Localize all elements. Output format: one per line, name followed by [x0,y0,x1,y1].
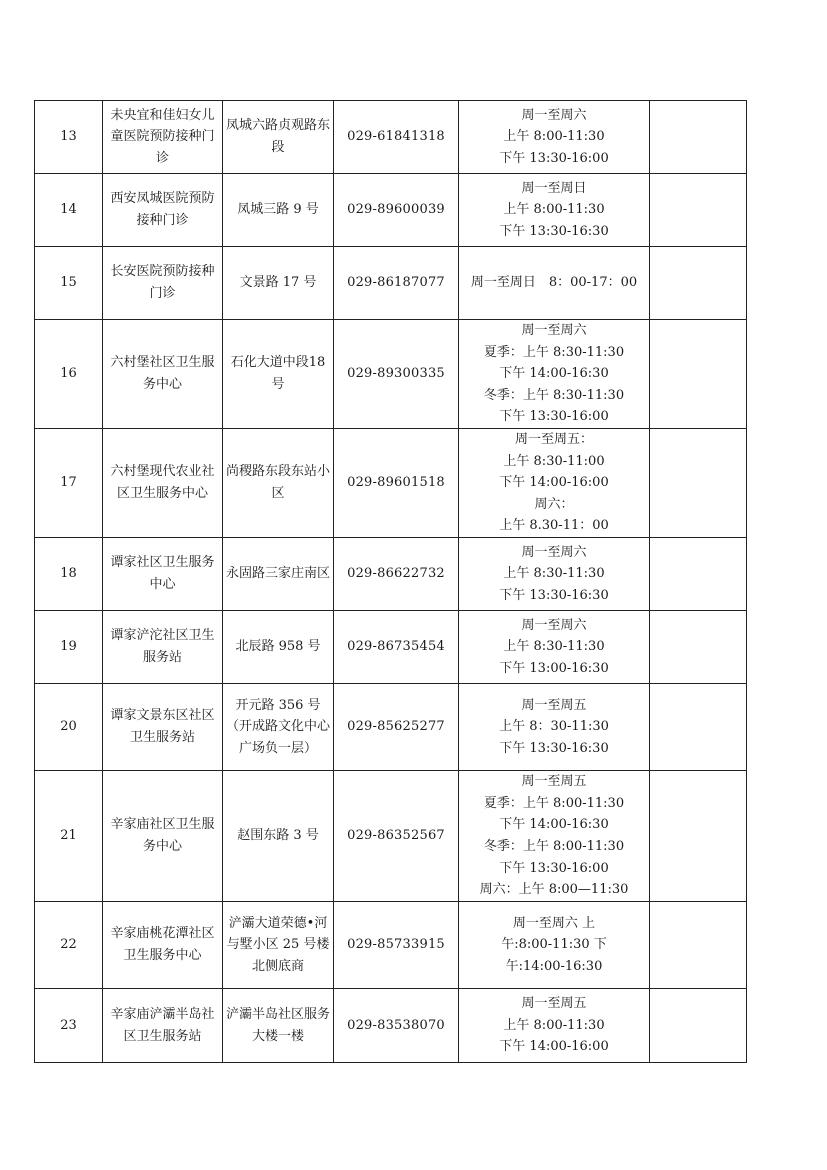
table-row [35,247,747,320]
hours-line: 周一至周六 [521,617,587,633]
clinic-name-cell [103,902,223,989]
address-cell [223,902,334,989]
hours-line: 冬季：上午 8:00-11:30 [483,839,625,854]
hours-line: 周一至周五： [514,432,593,448]
clinic-name-cell [103,429,223,538]
hours-line: 下午 13:00-16:30 [499,660,609,676]
hours-cell [459,611,650,684]
phone-cell [334,247,459,320]
address-cell [223,429,334,538]
hours-line: 周一至周五 [521,996,587,1012]
clinic-name-cell [103,989,223,1063]
address-cell [223,538,334,611]
hours-line: 周一至周五 [521,697,587,713]
note-cell [650,989,747,1063]
address-cell [223,320,334,429]
clinic-name: 谭家社区卫生服务中心 [110,555,215,592]
hours-line: 下午 13:30-16:00 [499,860,609,876]
note-cell [650,174,747,247]
note-cell [650,771,747,902]
hours-line: 上午 8.30-11：00 [499,518,609,534]
clinic-phone: 029-86352567 [347,828,445,844]
row-number: 23 [60,1017,77,1033]
hours-line: 上午 8:30-11:30 [503,566,605,582]
table-row [35,771,747,902]
row-number-cell [35,174,103,247]
hours-line: 周一至周五 [521,774,587,790]
clinic-name: 西安凤城医院预防接种门诊 [110,191,215,228]
row-number: 19 [60,639,77,655]
clinic-name: 谭家浐沱社区卫生服务站 [110,628,215,665]
note-cell [650,902,747,989]
clinic-address: 永固路三家庄南区 [226,566,331,582]
phone-cell [334,101,459,174]
phone-cell [334,684,459,771]
note-cell [650,429,747,538]
hours-cell [459,320,650,429]
row-number: 18 [60,566,77,582]
hours-line: 下午 13:30-16:30 [499,587,609,603]
phone-cell [334,902,459,989]
clinic-name-cell [103,771,223,902]
phone-cell [334,611,459,684]
hours-cell [459,174,650,247]
hours-line: 下午 14:00-16:00 [499,1039,609,1055]
clinic-name: 未央宜和佳妇女儿童医院预防接种门诊 [110,107,215,166]
table-row [35,684,747,771]
table-row [35,174,747,247]
row-number: 22 [60,937,77,953]
clinic-phone: 029-89600039 [347,202,445,218]
clinic-name-cell [103,320,223,429]
hours-line: 周一至周六 [521,323,587,339]
note-cell [650,320,747,429]
clinic-phone: 029-86187077 [347,275,445,291]
hours-line: 下午 14:00-16:30 [499,817,609,833]
row-number-cell [35,320,103,429]
clinic-name-cell [103,101,223,174]
hours-line: 上午 8:00-11:30 [503,1017,605,1033]
table-row [35,101,747,174]
clinic-name: 六村堡现代农业社区卫生服务中心 [110,464,215,501]
clinic-phone: 029-89601518 [347,475,445,491]
note-cell [650,101,747,174]
clinic-address: 凤城六路贞观路东段 [226,118,331,155]
row-number: 20 [60,719,77,735]
row-number: 14 [60,202,77,218]
clinic-address: 北辰路 958 号 [235,639,321,655]
phone-cell [334,771,459,902]
address-cell [223,611,334,684]
table-row [35,320,747,429]
hours-line: 上午 8:00-11:30 [503,202,605,218]
hours-line: 午:8:00-11:30 下 [501,937,607,953]
clinic-phone: 029-85733915 [347,937,445,953]
clinic-name-cell [103,611,223,684]
phone-cell [334,174,459,247]
phone-cell [334,320,459,429]
clinic-phone: 029-89300335 [347,366,445,382]
clinic-address: 开元路 356 号（开成路文化中心广场负一层） [226,697,331,756]
row-number-cell [35,101,103,174]
hours-line: 下午 14:00-16:30 [499,366,609,382]
clinic-name-cell [103,538,223,611]
table-row [35,429,747,538]
clinic-name: 六村堡社区卫生服务中心 [110,355,215,392]
row-number-cell [35,247,103,320]
clinic-address: 浐灞半岛社区服务大楼一楼 [226,1006,331,1044]
clinic-name: 辛家庙浐灞半岛社区卫生服务站 [110,1006,215,1044]
table-row [35,538,747,611]
table-row [35,989,747,1063]
row-number-cell [35,771,103,902]
hours-line: 下午 13:30-16:30 [499,740,609,756]
hours-cell [459,902,650,989]
hours-line: 午:14:00-16:30 [505,958,603,974]
address-cell [223,684,334,771]
phone-cell [334,429,459,538]
clinic-name: 谭家文景东区社区卫生服务站 [110,708,215,745]
note-cell [650,538,747,611]
row-number-cell [35,684,103,771]
row-number: 15 [60,275,77,291]
hours-cell [459,989,650,1063]
row-number-cell [35,902,103,989]
hours-cell [459,247,650,320]
hours-cell [459,101,650,174]
row-number: 16 [60,366,77,382]
address-cell [223,989,334,1063]
row-number-cell [35,611,103,684]
address-cell [223,247,334,320]
table-body [35,101,747,1063]
clinic-address: 赵围东路 3 号 [237,828,319,844]
address-cell [223,101,334,174]
table-row [35,902,747,989]
hours-line: 周六： [534,496,574,512]
clinic-name: 辛家庙社区卫生服务中心 [110,817,215,854]
phone-cell [334,538,459,611]
table-row [35,611,747,684]
hours-line: 下午 13:30-16:30 [499,223,609,239]
row-number-cell [35,989,103,1063]
clinic-address: 文景路 17 号 [239,275,317,291]
hours-line: 周一至周日 [521,180,587,196]
hours-line: 下午 14:00-16:00 [499,475,609,491]
row-number: 13 [60,129,77,145]
hours-line: 下午 13:30-16:00 [499,150,609,166]
clinic-name: 长安医院预防接种门诊 [110,264,215,301]
row-number-cell [35,538,103,611]
hours-line: 周一至周六 上 [512,915,596,931]
clinic-name-cell [103,247,223,320]
clinic-phone: 029-85625277 [347,719,445,735]
hours-line: 周一至周日 8：00-17：00 [470,275,638,291]
hours-line: 下午 13:30-16:00 [499,409,609,425]
clinic-phone: 029-86622732 [347,566,445,582]
clinic-address: 石化大道中段18 号 [230,355,326,392]
address-cell [223,174,334,247]
hours-cell [459,771,650,902]
hours-cell [459,684,650,771]
hours-line: 冬季：上午 8:30-11:30 [483,387,625,403]
row-number-cell [35,429,103,538]
note-cell [650,684,747,771]
phone-cell [334,989,459,1063]
row-number: 21 [60,828,77,844]
hours-line: 上午 8:30-11:00 [503,453,605,469]
hours-line: 周一至周六 [521,107,587,123]
clinic-address: 浐灞大道荣德•河与墅小区 25 号楼北侧底商 [226,915,330,974]
hours-cell [459,538,650,611]
hours-line: 上午 8:00-11:30 [503,129,605,145]
hours-line: 夏季：上午 8:30-11:30 [483,344,625,360]
hours-line: 上午 8:30-11:30 [503,639,605,655]
note-cell [650,247,747,320]
clinic-phone: 029-83538070 [347,1017,445,1033]
hours-cell [459,429,650,538]
note-cell [650,611,747,684]
hours-line: 夏季：上午 8:00-11:30 [483,795,625,811]
clinic-name-cell [103,684,223,771]
hours-line: 周一至周六 [521,544,587,560]
hours-line: 周六：上午 8:00—11:30 [479,882,629,898]
row-number: 17 [60,475,77,491]
clinic-name-cell [103,174,223,247]
address-cell [223,771,334,902]
vaccination-clinic-table [34,100,747,1063]
hours-line: 上午 8：30-11:30 [499,719,609,735]
clinic-phone: 029-61841318 [347,129,445,145]
clinic-phone: 029-86735454 [347,639,445,655]
clinic-address: 凤城三路 9 号 [237,202,319,218]
clinic-name: 辛家庙桃花潭社区卫生服务中心 [110,926,215,963]
clinic-address: 尚稷路东段东站小区 [226,464,331,501]
